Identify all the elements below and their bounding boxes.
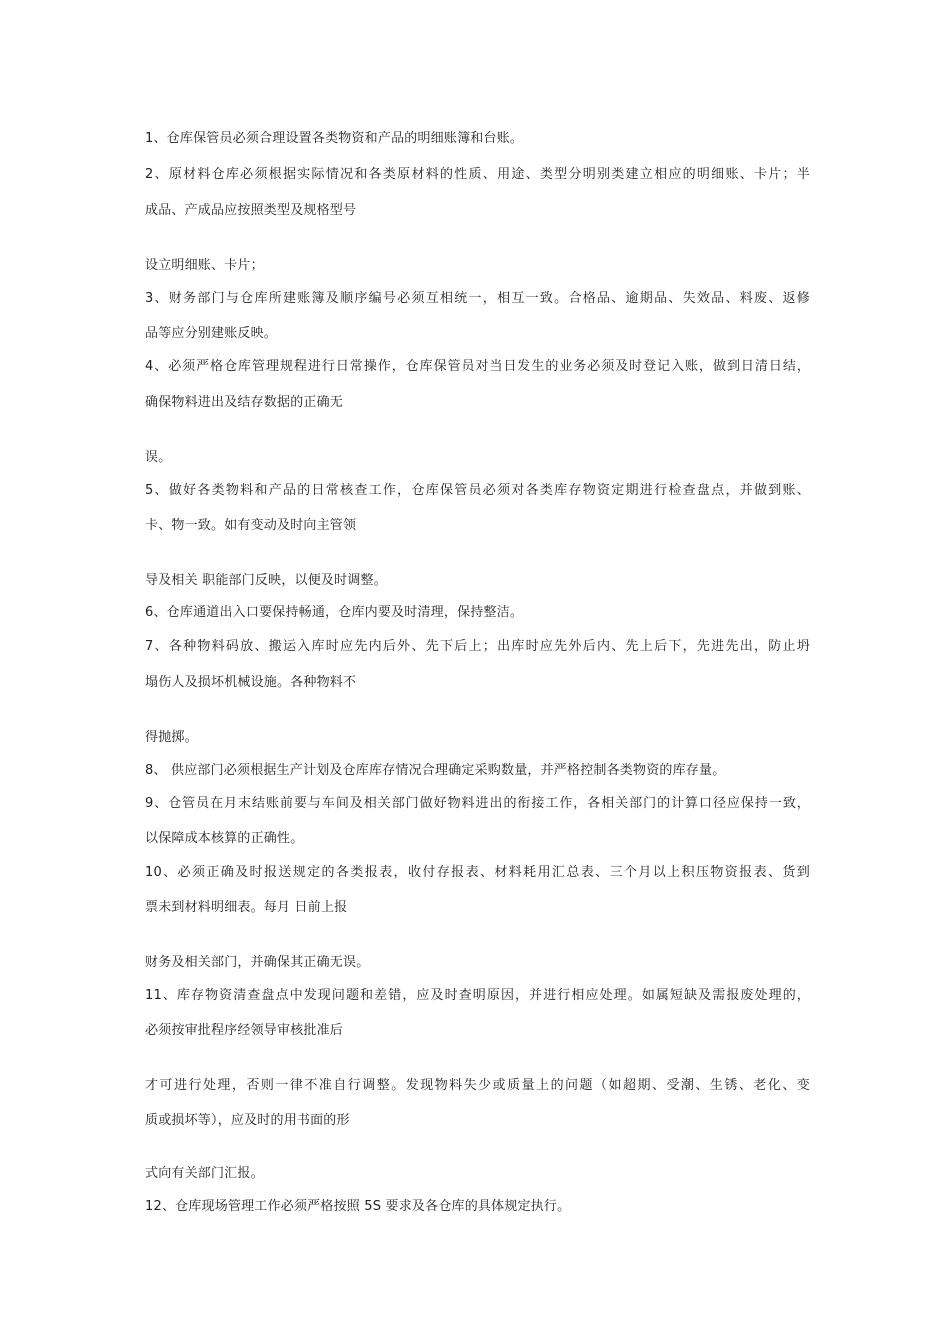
paragraph-line: 必须按审批程序经领导审核批准后 [145,1023,344,1038]
paragraph-line: 3、财务部门与仓库所建账簿及顺序编号必须互相统一，相互一致。合格品、逾期品、失效品、料废、返修 [145,291,810,306]
paragraph-line: 1、仓库保管员必须合理设置各类物资和产品的明细账簿和台账。 [145,131,524,146]
paragraph-line: 7、各种物料码放、搬运入库时应先内后外、先下后上；出库时应先外后内、先上后下，先进先出，防止坍 [145,639,810,654]
paragraph-line: 财务及相关部门，并确保其正确无误。 [145,955,370,970]
paragraph-line: 4、必须严格仓库管理规程进行日常操作，仓库保管员对当日发生的业务必须及时登记入账，做到日清日结， [145,359,810,374]
paragraph-line: 导及相关 职能部门反映，以便及时调整。 [145,573,387,588]
paragraph-line: 9、仓管员在月末结账前要与车间及相关部门做好物料进出的衔接工作，各相关部门的计算口径应保持一致， [145,796,810,811]
paragraph-line: 12、仓库现场管理工作必须严格按照 5S 要求及各仓库的具体规定执行。 [145,1199,571,1214]
paragraph-line: 票未到材料明细表。每月 日前上报 [145,900,348,915]
paragraph-line: 以保障成本核算的正确性。 [145,831,304,846]
paragraph-line: 质或损坏等），应及时的用书面的形 [145,1113,350,1128]
paragraph-line: 8、 供应部门必须根据生产计划及仓库库存情况合理确定采购数量，并严格控制各类物资的库存量。 [145,763,726,778]
paragraph-line: 2、原材料仓库必须根据实际情况和各类原材料的性质、用途、类型分明别类建立相应的明细账、卡片；半 [145,167,810,182]
paragraph-line: 式向有关部门汇报。 [145,1166,264,1181]
paragraph-line: 才可进行处理，否则一律不准自行调整。发现物料失少或质量上的问题（如超期、受潮、生锈、老化、变 [145,1078,810,1093]
paragraph-line: 确保物料进出及结存数据的正确无 [145,395,344,410]
paragraph-line: 6、仓库通道出入口要保持畅通，仓库内要及时清理，保持整洁。 [145,605,524,620]
paragraph-line: 得抛掷。 [145,730,198,745]
paragraph-line: 品等应分别建账反映。 [145,326,278,341]
paragraph-line: 卡、物一致。如有变动及时向主管领 [145,518,357,533]
paragraph-line: 10、必须正确及时报送规定的各类报表，收付存报表、材料耗用汇总表、三个月以上积压物资报表、货到 [145,865,810,880]
paragraph-line: 5、做好各类物料和产品的日常核查工作，仓库保管员必须对各类库存物资定期进行检查盘点，并做到账、 [145,483,810,498]
paragraph-line: 设立明细账、卡片； [145,258,264,273]
paragraph-line: 成品、产成品应按照类型及规格型号 [145,203,357,218]
paragraph-line: 误。 [145,450,172,465]
paragraph-line: 11、库存物资清查盘点中发现问题和差错，应及时查明原因，并进行相应处理。如属短缺及需报废处理的， [145,988,810,1003]
paragraph-line: 塌伤人及损坏机械设施。各种物料不 [145,675,357,690]
